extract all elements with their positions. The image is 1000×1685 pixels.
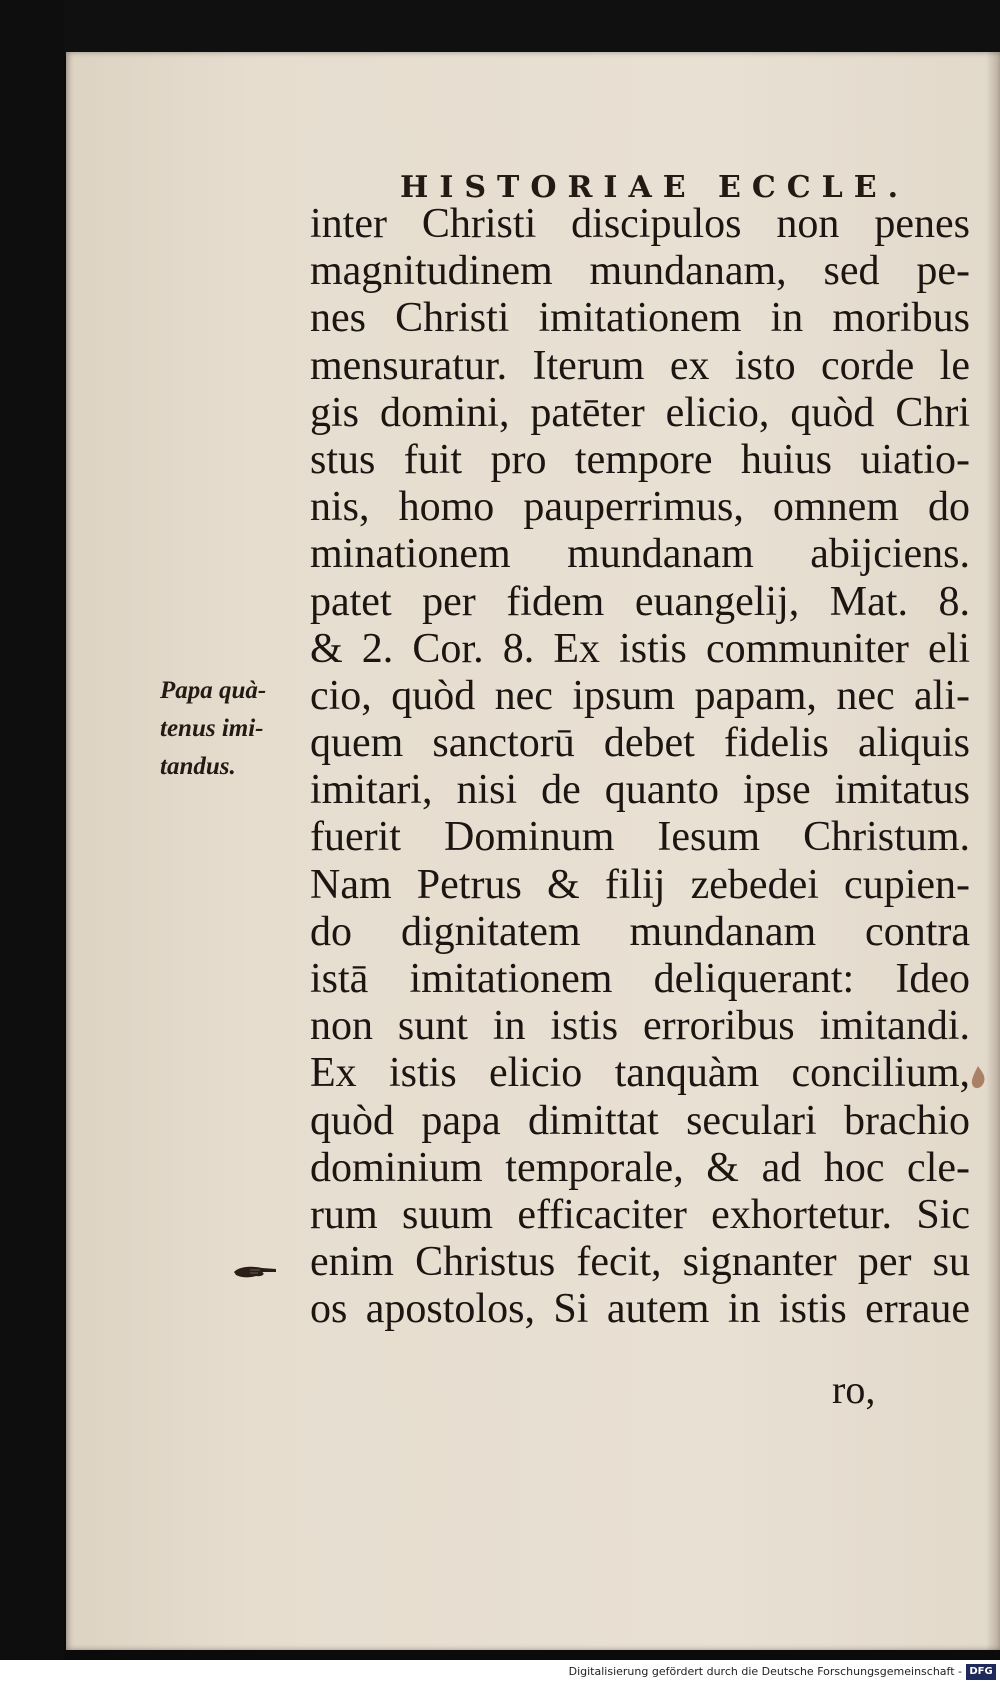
text-line: non sunt in istis erroribus imitandi. xyxy=(310,1003,970,1050)
text-line: quem sanctorū debet fidelis aliquis xyxy=(310,720,970,767)
text-line: enim Christus fecit, signanter per su xyxy=(310,1239,970,1286)
text-line: fuerit Dominum Iesum Christum. xyxy=(310,814,970,861)
text-line: nis, homo pauperrimus, omnem do xyxy=(310,484,970,531)
text-line: rum suum efficaciter exhortetur. Sic xyxy=(310,1191,970,1238)
scan-background-left xyxy=(0,0,64,1685)
dfg-logo: DFG xyxy=(966,1664,996,1680)
text-line: inter Christi discipulos non penes xyxy=(310,201,970,247)
marginal-note-line: Papa quà- xyxy=(160,677,267,704)
text-line: do dignitatem mundanam contra xyxy=(310,908,970,955)
running-head: HISTORIAE ECCLE. xyxy=(400,170,910,205)
text-line: quòd papa dimittat seculari brachio xyxy=(310,1097,970,1144)
catchword: ro, xyxy=(832,1367,876,1412)
text-line: patet per fidem euangelij, Mat. 8. xyxy=(310,578,970,625)
text-line: cio, quòd nec ipsum papam, nec ali- xyxy=(310,672,970,719)
text-line: mensuratur. Iterum ex isto corde le xyxy=(310,342,970,389)
body-text xyxy=(310,201,970,1334)
page-edge-shadow xyxy=(986,52,1000,1650)
text-line: istā imitationem deliquerant: Ideo xyxy=(310,956,970,1002)
text-line: os apostolos, Si autem in istis erraue xyxy=(310,1286,970,1333)
text-line: Ex istis elicio tanquàm concilium, xyxy=(310,1050,970,1097)
scan-background-top xyxy=(0,0,1000,56)
text-line: stus fuit pro tempore huius uiatio- xyxy=(310,436,970,483)
text-line: imitari, nisi de quanto ipse imitatus xyxy=(310,767,970,814)
marginal-note-line: tandus. xyxy=(160,753,236,780)
text-line: gis domini, patēter elicio, quòd Chri xyxy=(310,389,970,436)
text-line: Nam Petrus & filij zebedei cupien- xyxy=(310,861,970,908)
digitization-footer xyxy=(0,1660,1000,1685)
footer-credit: Digitalisierung gefördert durch die Deutsche Forschungsgemeinschaft - xyxy=(568,1665,962,1678)
marginal-note xyxy=(160,672,310,786)
text-line: dominium temporale, & ad hoc cle- xyxy=(310,1144,970,1191)
text-line: nes Christi imitationem in moribus xyxy=(310,295,970,342)
ink-stain-icon xyxy=(968,1064,988,1094)
manicule-icon xyxy=(232,1262,278,1282)
text-line: minationem mundanam abijciens. xyxy=(310,531,970,578)
marginal-note-line: tenus imi- xyxy=(160,715,264,742)
text-line: magnitudinem mundanam, sed pe- xyxy=(310,248,970,295)
text-line: & 2. Cor. 8. Ex istis communiter eli xyxy=(310,625,970,672)
